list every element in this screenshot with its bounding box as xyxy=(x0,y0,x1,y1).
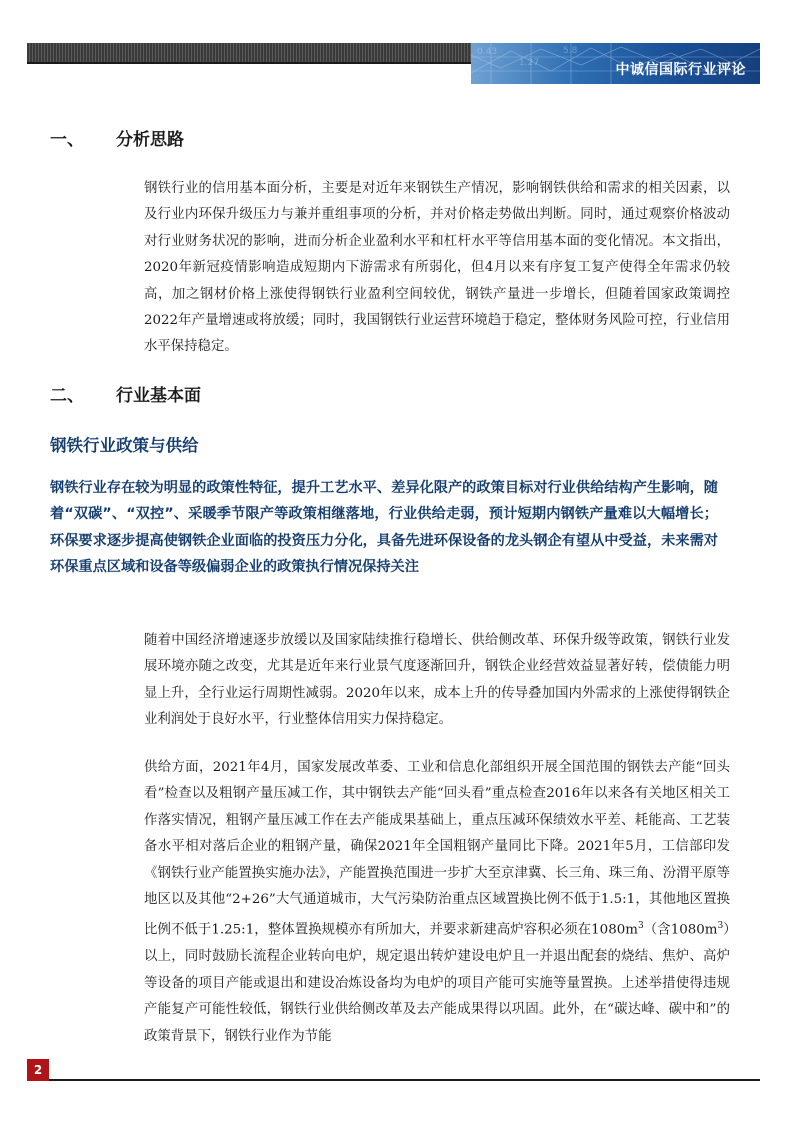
section2-heading xyxy=(50,381,201,406)
section1-title: 分析思路 xyxy=(116,130,184,150)
paragraph-2-part-b: （含1080m xyxy=(643,922,718,938)
header-banner xyxy=(471,43,760,84)
svg-text:1.27: 1.27 xyxy=(519,58,540,68)
key-summary: 钢铁行业存在较为明显的政策性特征，提升工艺水平、差异化限产的政策目标对行业供给结构产生影响，随着“双碳”、“双控”、采暖季节限产等政策相继落地，行业供给走弱，预计短期内钢铁产量难以大幅增长；环保要求逐步提高使钢铁企业面临的投资压力分化，具备先进环保设备的龙头钢企有望从中受益，未来需对环保重点区域和设备等级偏弱企业的政策执行情况保持关注 xyxy=(50,480,718,576)
svg-text:5.8: 5.8 xyxy=(563,46,578,56)
subheading-policy-supply: 钢铁行业政策与供给 xyxy=(50,436,199,455)
section1-body: 钢铁行业的信用基本面分析，主要是对近年来钢铁生产情况，影响钢铁供给和需求的相关因素，以及行业内环保升级压力与兼并重组事项的分析，并对价格走势做出判断。同时，通过观察价格波动对行业财务状况的影响，进而分析企业盈利水平和杠杆水平等信用基本面的变化情况。本文指出，2020年新冠疫情影响造成短期内下游需求有所弱化，但4月以来有序复工复产使得全年需求仍较高，加之钢材价格上涨使得钢铁行业盈利空间较优，钢铁产量进一步增长，但随着国家政策调控2022年产量增速或将放缓；同时，我国钢铁行业运营环境趋于稳定，整体财务风险可控，行业信用水平保持稳定。 xyxy=(144,181,730,355)
section1-heading xyxy=(50,125,184,150)
page-header xyxy=(27,43,760,84)
page-footer xyxy=(27,1059,760,1083)
section1-number: 一、 xyxy=(50,130,84,150)
paragraph-1: 随着中国经济增速逐步放缓以及国家陆续推行稳增长、供给侧改革、环保升级等政策，钢铁行业发展环境亦随之改变，尤其是近年来行业景气度逐渐回升，钢铁企业经营效益显著好转，偿债能力明显上升，全行业运行周期性减弱。2020年以来，成本上升的传导叠加国内外需求的上涨使得钢铁企业利润处于良好水平，行业整体信用实力保持稳定。 xyxy=(144,633,730,728)
header-rule xyxy=(27,62,477,64)
paragraph-2 xyxy=(144,755,730,1050)
header-title: 中诚信国际行业评论 xyxy=(615,62,746,78)
section2-number: 二、 xyxy=(50,386,84,406)
superscript-cubic-1: 3 xyxy=(637,921,644,932)
page-number: 2 xyxy=(27,1059,49,1081)
section2-title: 行业基本面 xyxy=(116,386,201,406)
svg-text:0.43: 0.43 xyxy=(477,47,498,57)
footer-rule xyxy=(49,1079,760,1081)
superscript-cubic-2: 3 xyxy=(717,921,724,932)
header-stripe-bar xyxy=(27,43,477,62)
paragraph-2-part-c: ）以上，同时鼓励长流程企业转向电炉，规定退出转炉建设电炉且一并退出配套的烧结、焦炉、高炉等设备的项目产能或退出和建设冶炼设备均为电炉的项目产能可实施等量置换。上述举措使得违规产能复产可能性较低，钢铁行业供给侧改革及去产能成果得以巩固。此外，在“碳达峰、碳中和”的政策背景下，钢铁行业作为节能 xyxy=(144,922,730,1044)
paragraph-2-part-a: 供给方面，2021年4月，国家发展改革委、工业和信息化部组织开展全国范围的钢铁去产能“回头看”检查以及粗钢产量压减工作，其中钢铁去产能“回头看”重点检查2016年以来各有关地区相关工作落实情况，粗钢产量压减工作在去产能成果基础上，重点压减环保绩效水平差、耗能高、工艺装备水平相对落后企业的粗钢产量，确保2021年全国粗钢产量同比下降。2021年5月，工信部印发《钢铁行业产能置换实施办法》，产能置换范围进一步扩大至京津冀、长三角、珠三角、汾渭平原等地区以及其他“2+26”大气通道城市，大气污染防治重点区域置换比例不低于1.5:1，其他地区置换比例不低于1.25:1，整体置换规模亦有所加大，并要求新建高炉容积必须在1080m xyxy=(144,760,730,938)
